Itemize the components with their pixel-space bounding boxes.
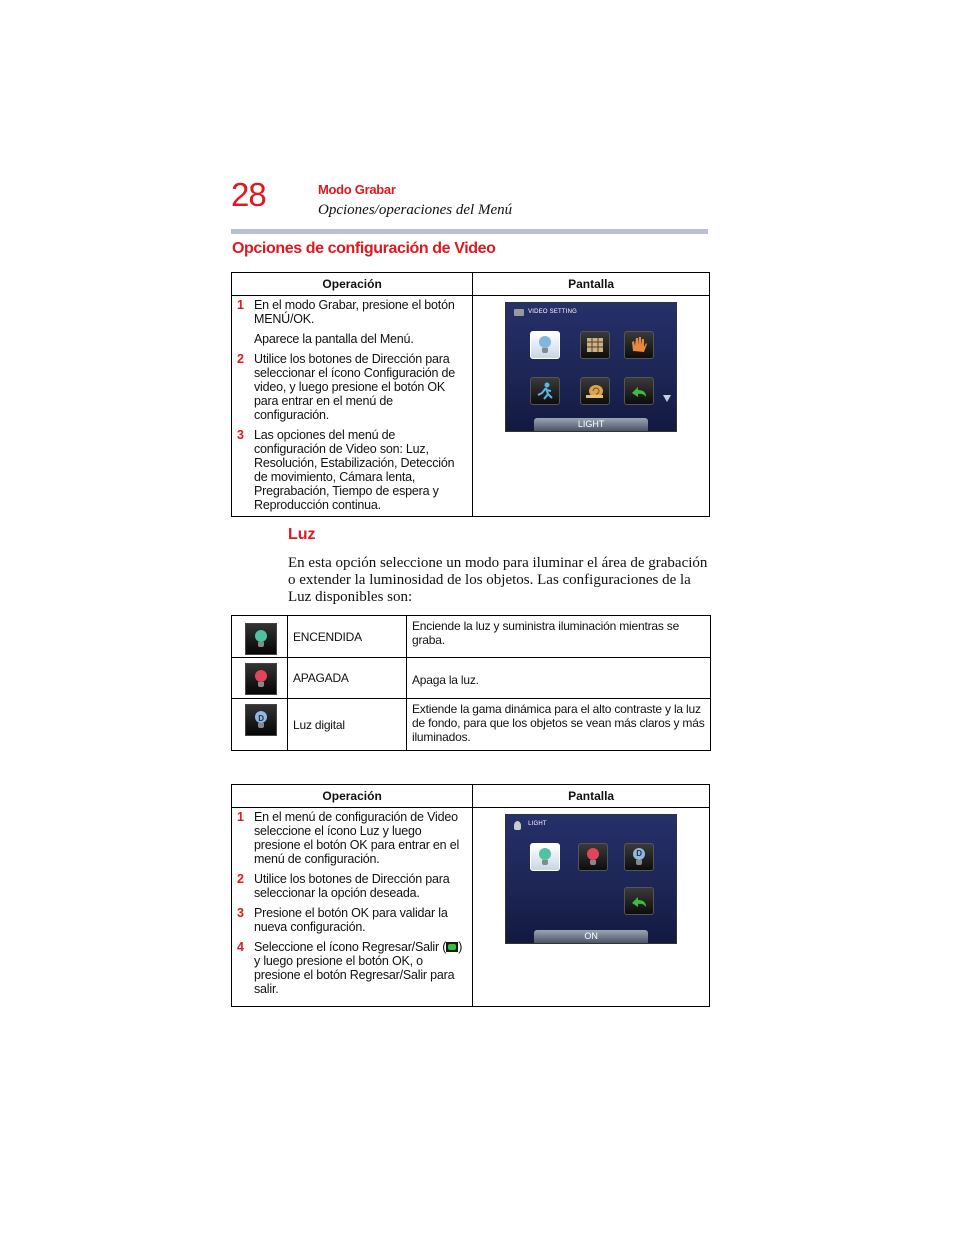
back-exit-icon xyxy=(446,942,458,952)
bulb-icon xyxy=(514,821,521,830)
page-number: 28 xyxy=(231,176,266,213)
step-1: 1 En el menú de configuración de Video seleccione el ícono Luz y luego presione el botón OK para entrar en el menú de configuración. xyxy=(237,810,460,866)
header-rule xyxy=(231,229,708,234)
option-description: Enciende la luz y suministra iluminación mientras se graba. xyxy=(407,616,711,658)
chapter-title: Modo Grabar xyxy=(318,182,396,197)
scroll-down-arrow-icon xyxy=(663,395,671,402)
option-description: Apaga la luz. xyxy=(407,658,711,699)
light-option-row xyxy=(232,616,711,658)
screen-header: VIDEO SETTING xyxy=(528,309,578,315)
motion-detection-icon xyxy=(530,377,560,405)
option-name: ENCENDIDA xyxy=(288,616,407,658)
video-setting-screen xyxy=(505,302,677,432)
light-on-icon xyxy=(245,623,277,655)
step-1: 1 En el modo Grabar, presione el botón MENÚ/OK. Aparece la pantalla del Menú. xyxy=(236,298,469,346)
light-option-row xyxy=(232,699,711,751)
screen-selected-label: ON xyxy=(534,930,648,943)
step-4: 4 Seleccione el ícono Regresar/Salir ( ) y luego presione el botón OK, o presione el botón Regresar/Salir para salir. xyxy=(237,940,463,996)
light-options-table xyxy=(231,615,711,751)
column-header-operation: Operación xyxy=(232,785,473,808)
light-setting-screen xyxy=(505,814,677,944)
light-settings-table xyxy=(231,784,710,1007)
screen-cell xyxy=(473,808,710,1007)
light-digital-icon: D xyxy=(624,843,654,871)
step-2: 2 Utilice los botones de Dirección para seleccionar el ícono Configuración de video, y luego presione el botón OK para entrar en el menú de configuración. xyxy=(237,352,456,422)
column-header-screen: Pantalla xyxy=(473,785,710,808)
option-description: Extiende la gama dinámica para el alto contraste y la luz de fondo, para que los objetos se vean más claros y más iluminados. xyxy=(407,699,711,751)
subchapter-title: Opciones/operaciones del Menú xyxy=(318,202,513,218)
light-icon xyxy=(530,331,560,359)
luz-title: Luz xyxy=(288,526,316,543)
column-header-operation: Operación xyxy=(232,273,473,296)
section-title-video-settings: Opciones de configuración de Video xyxy=(232,240,496,257)
stabilization-icon xyxy=(624,331,654,359)
light-off-icon xyxy=(245,663,277,695)
camera-icon xyxy=(514,309,524,316)
light-option-row xyxy=(232,658,711,699)
screen-selected-label: LIGHT xyxy=(534,418,648,431)
light-off-icon xyxy=(578,843,608,871)
luz-description: En esta opción seleccione un modo para iluminar el área de grabación o extender la luminosidad de los objetos. Las configuraciones de la Luz disponibles son: xyxy=(288,555,708,605)
step-3: 3 Las opciones del menú de configuración de Video son: Luz, Resolución, Estabilización, Detección de movimiento, Cámara lenta, Pregrabación, Tiempo de espera y Reproducción continua. xyxy=(237,428,455,512)
screen-header: LIGHT xyxy=(528,821,547,827)
slow-motion-icon xyxy=(580,377,610,405)
operation-steps-cell xyxy=(232,296,473,517)
option-name: Luz digital xyxy=(288,699,407,751)
video-settings-table xyxy=(231,272,710,517)
operation-steps-cell xyxy=(232,808,473,1007)
column-header-screen: Pantalla xyxy=(473,273,710,296)
back-exit-icon xyxy=(624,377,654,405)
step-2: 2 Utilice los botones de Dirección para seleccionar la opción deseada. xyxy=(237,872,450,900)
light-on-icon xyxy=(530,843,560,871)
back-exit-icon xyxy=(624,887,654,915)
resolution-icon xyxy=(580,331,610,359)
step-3: 3 Presione el botón OK para validar la nueva configuración. xyxy=(237,906,448,934)
light-digital-icon: D xyxy=(245,704,277,736)
screen-cell xyxy=(473,296,710,517)
option-name: APAGADA xyxy=(288,658,407,699)
step-1-result: Aparece la pantalla del Menú. xyxy=(254,332,414,346)
